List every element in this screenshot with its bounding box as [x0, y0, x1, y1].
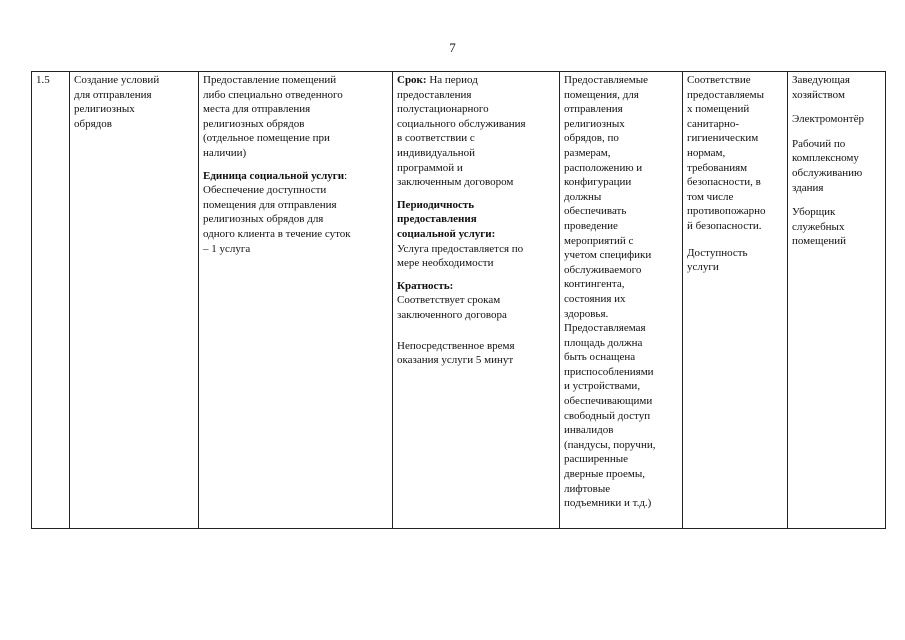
service-description-cell	[199, 72, 393, 529]
service-name-cell	[70, 72, 199, 529]
quality-compliance: Соответствие предоставляемы х помещений санитарно- гигиеническим нормам, требованиям безопасности, в том числе противопожарно й безопасности.	[687, 74, 766, 232]
service-description: Предоставление помещений либо специально отведенного места для отправления религиозных обрядов (отдельное помещение при наличии)	[203, 74, 343, 159]
service-conditions: Предоставляемые помещения, для отправления религиозных обрядов, по размерам, расположению и конфигурации должны обеспечивать проведение мероприятий с учетом специфики обслуживаемого контингента, состояния их здоровья. Предоставляемая площадь должна быть оснащена приспособлениями и устройствами, обеспечивающими свободный доступ инвалидов (пандусы, поручни, расширенные дверные проемы, лифтовые подъемники и т.д.)	[564, 74, 656, 510]
page-number: 7	[449, 40, 456, 55]
service-term-label: Срок:	[397, 74, 427, 86]
staff-item: Рабочий по комплексному обслуживанию здания	[792, 137, 863, 194]
service-duration: Непосредственное время оказания услуги 5 минут	[397, 339, 515, 367]
periodicity-text: Услуга предоставляется по мере необходимости	[397, 242, 524, 270]
service-frequency	[397, 279, 555, 323]
services-table	[31, 71, 886, 529]
frequency-text: Соответствует срокам заключенного договора	[397, 294, 507, 321]
table-row	[32, 72, 886, 529]
service-terms-cell	[393, 72, 560, 529]
service-quality-cell	[683, 72, 788, 529]
frequency-label: Кратность:	[397, 279, 454, 292]
staff-item: Электромонтёр	[792, 113, 864, 126]
staff-item: Заведующая хозяйством	[792, 74, 850, 101]
service-conditions-cell	[560, 72, 683, 529]
service-unit-label: Единица социальной услуги	[203, 169, 345, 182]
service-staff-cell	[788, 72, 886, 529]
service-unit	[203, 169, 388, 257]
periodicity-label: Периодичность предоставления социальной услуги:	[397, 198, 496, 240]
service-unit-text: : Обеспечение доступности помещения для отправления религиозных обрядов для одного клиента в течение суток – 1 услуга	[203, 169, 351, 255]
row-number-cell	[32, 72, 70, 529]
quality-accessibility: Доступность услуги	[687, 246, 748, 274]
service-periodicity	[397, 198, 555, 271]
staff-item: Уборщик служебных помещений	[792, 206, 847, 248]
service-term-text: На период предоставления полустационарного социального обслуживания в соответствии с индивидуальной программой и заключенным договором	[397, 74, 526, 189]
service-name: Создание условий для отправления религиозных обрядов	[74, 74, 160, 130]
service-term	[397, 73, 555, 190]
row-number: 1.5	[36, 74, 50, 86]
